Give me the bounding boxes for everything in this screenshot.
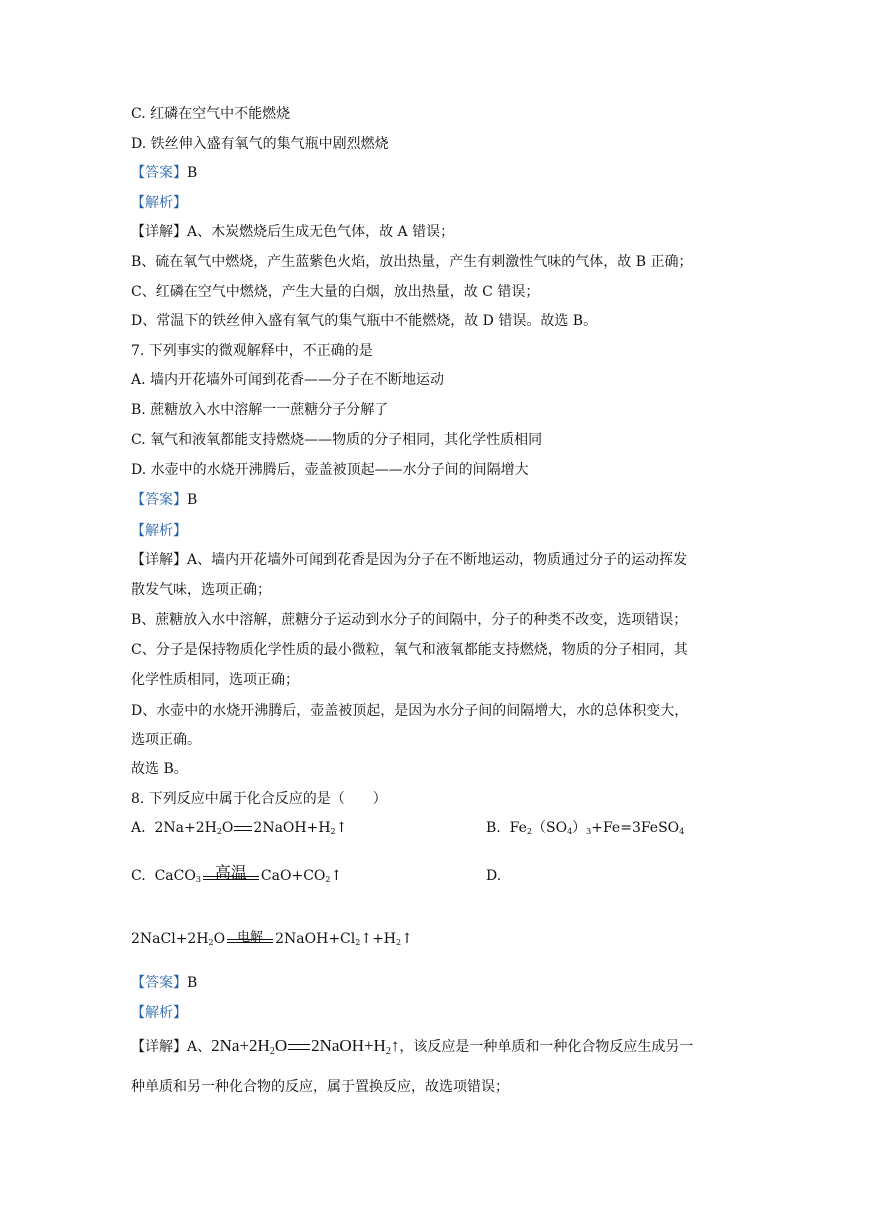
condition-text: 电解 <box>237 930 264 945</box>
answer-value: B <box>187 165 198 181</box>
option-a-label: A. <box>131 820 146 836</box>
option-a: A. 墙内开花墙外可闻到花香——分子在不断地运动 <box>131 372 445 388</box>
equation-a-large: 2Na+2H2O 2NaOH+H2↑ <box>211 1036 400 1057</box>
detail-b: B、硫在氧气中燃烧，产生蓝紫色火焰，放出热量，产生有刺激性气味的气体，故 B 正确； <box>131 254 693 270</box>
option-d: D. 水壶中的水烧开沸腾后，壶盖被顶起——水分子间的间隔增大 <box>131 462 529 478</box>
equals-sign <box>288 1044 310 1050</box>
detail-a-text: A、墙内开花墙外可闻到花香是因为分子在不断地运动，物质通过分子的运动挥发 <box>187 552 688 568</box>
equals-sign <box>234 826 252 831</box>
detail-a <box>131 222 454 242</box>
reaction-condition <box>227 930 273 945</box>
option-c-label: C. <box>131 868 146 884</box>
detail-a-line2: 散发气味，选项正确； <box>131 582 271 598</box>
detail-label: 【详解】 <box>131 1039 187 1055</box>
option-d <box>486 866 501 886</box>
detail-label: 【详解】 <box>131 552 187 568</box>
option-c <box>131 863 343 890</box>
option-d-label: D. <box>486 868 502 884</box>
option-c: C. 氧气和液氧都能支持燃烧——物质的分子相同，其化学性质相同 <box>131 432 543 448</box>
equation-d: $2NaCl+2H_2O$ 电解 $2NaOH+Cl_2↑+H_2↑$ <box>131 930 413 947</box>
answer-value: B <box>187 975 198 991</box>
analysis-label: 【解析】 <box>131 523 187 539</box>
equation-a: $2Na+2H_2O$ $2NaOH+H_2↑$ <box>154 820 348 836</box>
question-stem: 7. 下列事实的微观解释中，不正确的是 <box>131 343 373 359</box>
conclusion: 故选 B。 <box>131 761 188 777</box>
option-b <box>486 818 684 842</box>
answer-line <box>131 163 197 183</box>
option-b-label: B. <box>486 820 501 836</box>
option-c: C. 红磷在空气中不能燃烧 <box>131 106 291 122</box>
detail-a-prefix: A、 <box>187 1039 212 1055</box>
detail-a-line1 <box>131 550 687 570</box>
answer-value: B <box>187 492 198 508</box>
detail-d: D、常温下的铁丝伸入盛有氧气的集气瓶中不能燃烧，故 D 错误。故选 B。 <box>131 313 598 329</box>
answer-label: 【答案】 <box>131 492 187 508</box>
equation-b: $Fe_2(SO_4)_3+Fe=3FeSO_4$ <box>509 820 685 836</box>
answer-label: 【答案】 <box>131 165 187 181</box>
detail-a-line2: 种单质和另一种化合物的反应，属于置换反应，故选项错误； <box>131 1079 509 1095</box>
reaction-condition <box>203 863 259 882</box>
detail-b: B、蔗糖放入水中溶解，蔗糖分子运动到水分子的间隔中，分子的种类不改变，选项错误； <box>131 612 688 628</box>
analysis-label: 【解析】 <box>131 195 187 211</box>
option-a <box>131 818 347 842</box>
question-stem: 8. 下列反应中属于化合反应的是（ ） <box>131 791 387 807</box>
detail-d-line1: D、水壶中的水烧开沸腾后，壶盖被顶起，是因为水分子间的间隔增大，水的总体积变大， <box>131 703 689 719</box>
detail-label: 【详解】 <box>131 224 187 240</box>
detail-c: C、红磷在空气中燃烧，产生大量的白烟，放出热量，故 C 错误； <box>131 284 540 300</box>
detail-c-line2: 化学性质相同，选项正确； <box>131 672 299 688</box>
answer-line <box>131 973 197 993</box>
answer-line <box>131 490 197 510</box>
detail-a-text: A、木炭燃烧后生成无色气体，故 A 错误； <box>187 224 455 240</box>
equation-c: CaCO$_3$ 高温 $CaO+CO_2↑$ <box>154 863 343 884</box>
detail-c-line1: C、分子是保持物质化学性质的最小微粒，氧气和液氧都能支持燃烧，物质的分子相同，其 <box>131 642 688 658</box>
option-b: B. 蔗糖放入水中溶解一一蔗糖分子分解了 <box>131 402 389 418</box>
detail-a-line1 <box>131 1036 693 1062</box>
option-d-equation <box>131 929 413 953</box>
detail-d-line2: 选项正确。 <box>131 732 201 748</box>
analysis-label: 【解析】 <box>131 1005 187 1021</box>
detail-a-text: ，该反应是一种单质和一种化合物反应生成另一 <box>399 1039 694 1055</box>
option-d: D. 铁丝伸入盛有氧气的集气瓶中剧烈燃烧 <box>131 136 389 152</box>
answer-label: 【答案】 <box>131 975 187 991</box>
condition-text: 高温 <box>214 863 247 882</box>
